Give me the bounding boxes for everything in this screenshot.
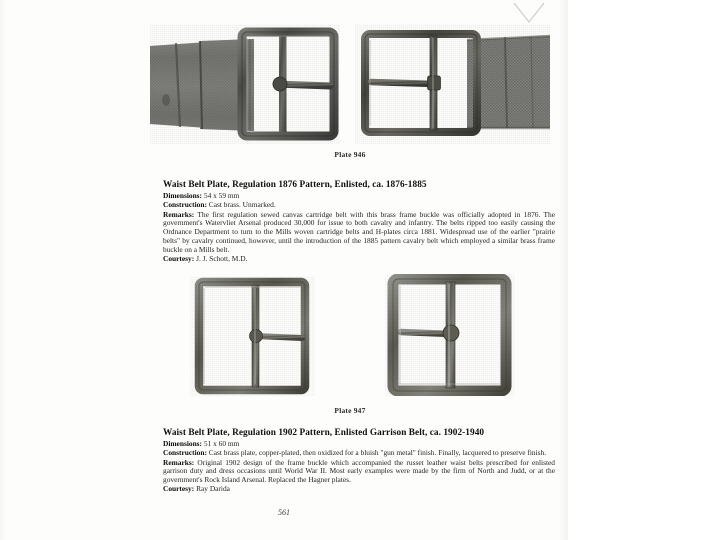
construction-label: Construction: [163,448,207,458]
courtesy-label: Courtesy: [163,484,195,494]
entry-1876-remarks [163,211,555,255]
courtesy-value: Ray Darida [196,484,230,494]
entry-1876-pattern [163,180,555,264]
dimensions-label: Dimensions: [163,191,203,200]
page-number: 561 [278,508,290,517]
photo-buckle-on-canvas-belt-right [355,24,550,144]
plate-946-figure [150,14,550,159]
entry-1902-pattern [163,428,555,495]
plate-947-caption: Plate 947 [334,406,366,415]
plate-946-caption: Plate 946 [334,150,366,159]
photo-buckle-on-canvas-belt-left [150,24,340,144]
entry-1876-courtesy [163,255,555,264]
remarks-value: The first regulation sewed canvas cartridge belt with this brass frame buckle was officially adopted in 1876. The government's Watervliet Arsenal produced 30,000 for issue to both cavalry and infantry. The belts ripped too easily causing the Ordnance Department to turn to the Mills woven cartridge belts and H-plates circa 1881. Widespread use of the earlier "prairie belts" by cavalry continued, however, until the introduction of the 1885 pattern cavalry belt which employed a similar brass frame buckle on a Mills belt. [163,209,556,254]
construction-label: Construction: [163,200,207,210]
entry-1902-remarks [163,459,555,485]
entry-1876-title: Waist Belt Plate, Regulation 1876 Pattern, Enlisted, ca. 1876-1885 [163,180,427,190]
dimensions-value: 51 x 60 mm [203,439,240,448]
courtesy-label: Courtesy: [163,254,195,264]
dimensions-value: 54 x 59 mm [203,191,240,200]
construction-value: Cast brass. Unmarked. [208,200,276,210]
construction-value: Cast brass plate, copper-plated, then oxidized for a bluish "gun metal" finish. Finally, lacquered to preserve finish. [208,448,547,458]
plate-947-figure [150,272,550,415]
entry-1902-courtesy [163,485,555,494]
remarks-label: Remarks: [163,457,195,467]
remarks-label: Remarks: [163,209,195,219]
photo-frame-buckle-bare-left [190,276,315,396]
courtesy-value: J. J. Schott, M.D. [196,254,248,264]
photo-frame-buckle-bare-right [385,274,515,396]
page-left-edge [0,0,6,540]
remarks-value: Original 1902 design of the frame buckle which accompanied the russet leather waist belts prescribed for enlisted garrison duty and dress occasions until World War II. Most early examples were made by the firm of North and Judd, or at the government's Rock Island Arsenal. Replaced the Hagner plates. [163,457,555,485]
dimensions-label: Dimensions: [163,439,203,448]
entry-1902-title: Waist Belt Plate, Regulation 1902 Pattern, Enlisted Garrison Belt, ca. 1902-1940 [163,428,485,438]
